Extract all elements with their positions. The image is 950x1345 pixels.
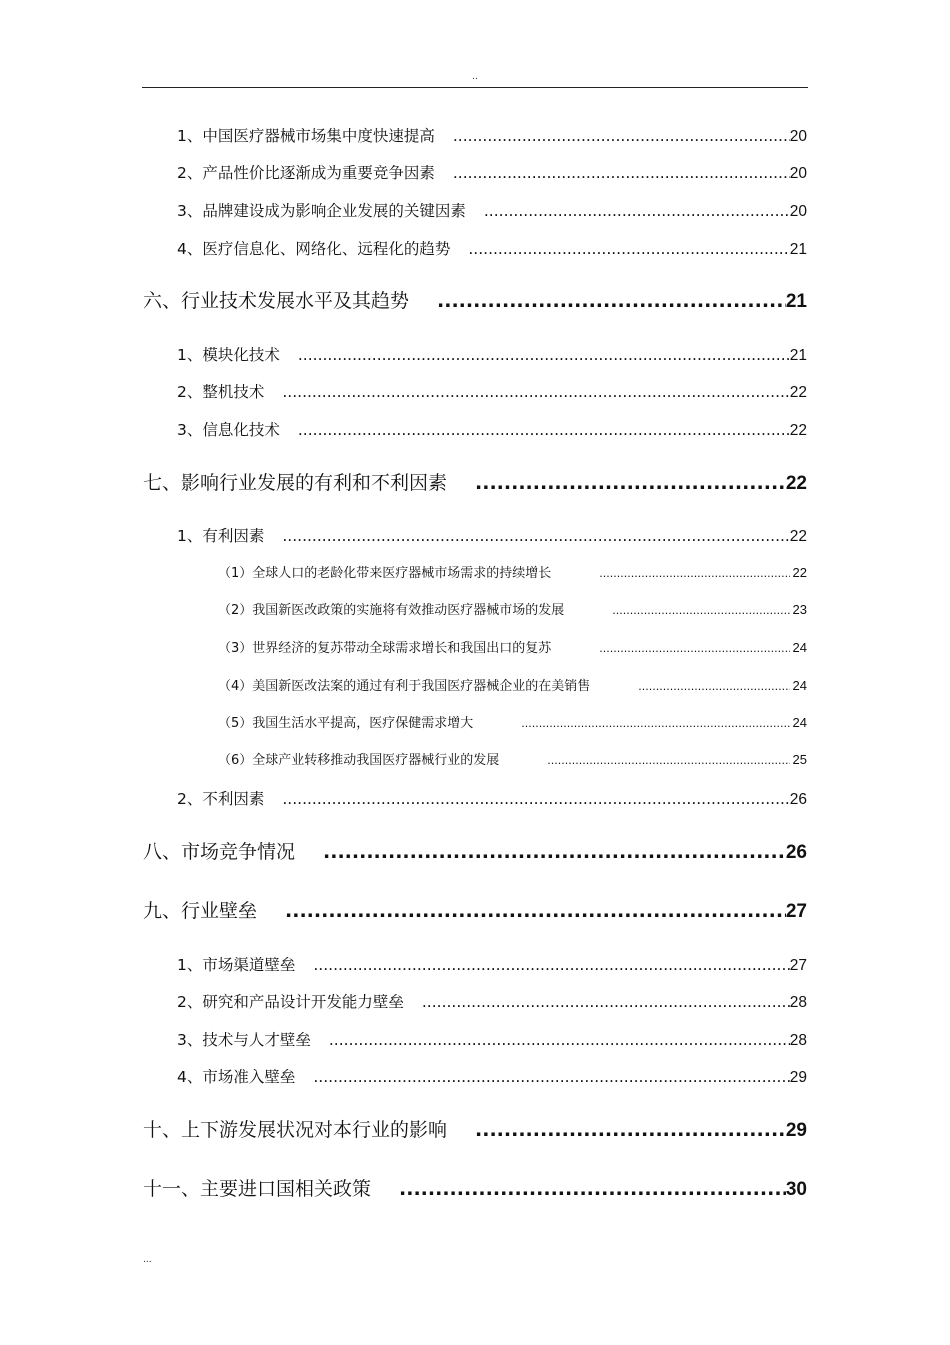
toc-leader-dots [612, 601, 789, 621]
toc-leader-dots [468, 237, 789, 261]
toc-leader-dots [638, 677, 789, 697]
toc-entry[interactable] [177, 380, 807, 404]
toc-subentry-title: （2）我国新医改政策的实施将有效推动医疗器械市场的发展 [218, 603, 565, 618]
toc-chapter-page: 29 [785, 1120, 807, 1141]
toc-entry-title: 2、不利因素 [177, 790, 265, 808]
toc-leader-dots [282, 380, 789, 404]
toc-leader-dots [437, 286, 786, 316]
toc-subentry[interactable] [218, 563, 807, 583]
toc-entry[interactable] [177, 237, 807, 261]
toc-subentry[interactable] [218, 600, 807, 620]
toc-leader-dots [475, 1115, 786, 1145]
toc-subentry-title: （5）我国生活水平提高，医疗保健需求增大 [218, 716, 474, 731]
toc-entry[interactable] [177, 953, 807, 977]
toc-subentry[interactable] [218, 638, 807, 658]
toc-leader-dots [329, 1028, 790, 1052]
toc-leader-dots [521, 714, 789, 734]
toc-subentry-page: 23 [792, 602, 807, 617]
toc-leader-dots [422, 990, 790, 1014]
toc-chapter-title: 十、上下游发展状况对本行业的影响 [143, 1119, 448, 1141]
toc-entry-title: 2、整机技术 [177, 383, 265, 401]
toc-leader-dots [282, 524, 789, 548]
toc-leader-dots [599, 564, 789, 584]
toc-entry-page: 21 [789, 347, 807, 364]
toc-leader-dots [313, 953, 789, 977]
toc-chapter-page: 22 [785, 473, 807, 494]
toc-chapter-entry[interactable] [143, 1115, 807, 1145]
toc-entry-title: 1、模块化技术 [177, 346, 280, 364]
toc-subentry-title: （6）全球产业转移推动我国医疗器械行业的发展 [218, 753, 500, 768]
toc-entry-page: 21 [789, 241, 807, 258]
toc-leader-dots [298, 418, 790, 442]
toc-leader-dots [453, 124, 790, 148]
header-mark: .. [472, 72, 478, 82]
toc-entry-page: 22 [789, 528, 807, 545]
toc-entry-page: 20 [789, 128, 807, 145]
toc-entry[interactable] [177, 1028, 807, 1052]
toc-chapter-page: 21 [785, 291, 807, 312]
toc-entry[interactable] [177, 1065, 807, 1089]
toc-entry[interactable] [177, 199, 807, 223]
toc-subentry-page: 22 [792, 565, 807, 580]
toc-entry[interactable] [177, 990, 807, 1014]
toc-entry[interactable] [177, 343, 807, 367]
toc-chapter-title: 七、影响行业发展的有利和不利因素 [143, 472, 448, 494]
toc-entry-title: 1、有利因素 [177, 527, 265, 545]
toc-subentry[interactable] [218, 750, 807, 770]
toc-subentry-title: （3）世界经济的复苏带动全球需求增长和我国出口的复苏 [218, 641, 552, 656]
toc-chapter-title: 十一、主要进口国相关政策 [143, 1178, 372, 1200]
toc-chapter-title: 八、市场竞争情况 [143, 841, 296, 863]
toc-chapter-title: 六、行业技术发展水平及其趋势 [143, 290, 410, 312]
toc-entry-page: 20 [789, 165, 807, 182]
toc-entry-title: 3、技术与人才壁垒 [177, 1031, 311, 1049]
toc-chapter-entry[interactable] [143, 468, 807, 498]
toc-subentry[interactable] [218, 676, 807, 696]
toc-leader-dots [599, 639, 789, 659]
toc-entry-page: 29 [789, 1069, 807, 1086]
toc-entry-title: 1、市场渠道壁垒 [177, 956, 296, 974]
toc-entry-page: 28 [789, 994, 807, 1011]
toc-entry-page: 22 [789, 422, 807, 439]
toc-leader-dots [547, 751, 789, 771]
toc-entry-page: 20 [789, 203, 807, 220]
toc-entry-title: 2、研究和产品设计开发能力壁垒 [177, 993, 404, 1011]
toc-leader-dots [313, 1065, 789, 1089]
toc-entry-title: 3、信息化技术 [177, 421, 280, 439]
toc-entry[interactable] [177, 524, 807, 548]
toc-subentry-page: 24 [792, 678, 807, 693]
toc-entry-title: 4、医疗信息化、网络化、远程化的趋势 [177, 240, 451, 258]
toc-leader-dots [285, 896, 786, 926]
toc-entry-title: 4、市场准入壁垒 [177, 1068, 296, 1086]
toc-chapter-entry[interactable] [143, 896, 807, 926]
toc-subentry-page: 24 [792, 640, 807, 655]
toc-entry-title: 2、产品性价比逐渐成为重要竞争因素 [177, 164, 435, 182]
toc-entry-page: 28 [789, 1032, 807, 1049]
toc-leader-dots [475, 468, 786, 498]
toc-entry-title: 3、品牌建设成为影响企业发展的关键因素 [177, 202, 466, 220]
toc-chapter-page: 30 [785, 1179, 807, 1200]
toc-subentry-title: （4）美国新医改法案的通过有利于我国医疗器械企业的在美销售 [218, 679, 591, 694]
toc-entry[interactable] [177, 787, 807, 811]
toc-entry[interactable] [177, 161, 807, 185]
toc-entry[interactable] [177, 124, 807, 148]
toc-entry[interactable] [177, 418, 807, 442]
toc-entry-page: 22 [789, 384, 807, 401]
toc-subentry-page: 24 [792, 715, 807, 730]
toc-chapter-page: 26 [785, 842, 807, 863]
toc-chapter-page: 27 [785, 901, 807, 922]
footer-mark: ... [143, 1255, 152, 1265]
toc-leader-dots [399, 1174, 786, 1204]
toc-entry-page: 27 [789, 957, 807, 974]
toc-entry-page: 26 [789, 791, 807, 808]
toc-chapter-entry[interactable] [143, 837, 807, 867]
toc-chapter-title: 九、行业壁垒 [143, 900, 258, 922]
toc-chapter-entry[interactable] [143, 1174, 807, 1204]
toc-leader-dots [298, 343, 790, 367]
toc-subentry-page: 25 [792, 752, 807, 767]
toc-subentry-title: （1）全球人口的老龄化带来医疗器械市场需求的持续增长 [218, 566, 552, 581]
toc-chapter-entry[interactable] [143, 286, 807, 316]
toc-leader-dots [282, 787, 789, 811]
toc-leader-dots [453, 161, 790, 185]
toc-subentry[interactable] [218, 713, 807, 733]
toc-entry-title: 1、中国医疗器械市场集中度快速提高 [177, 127, 435, 145]
toc-leader-dots [484, 199, 790, 223]
toc-leader-dots [323, 837, 786, 867]
